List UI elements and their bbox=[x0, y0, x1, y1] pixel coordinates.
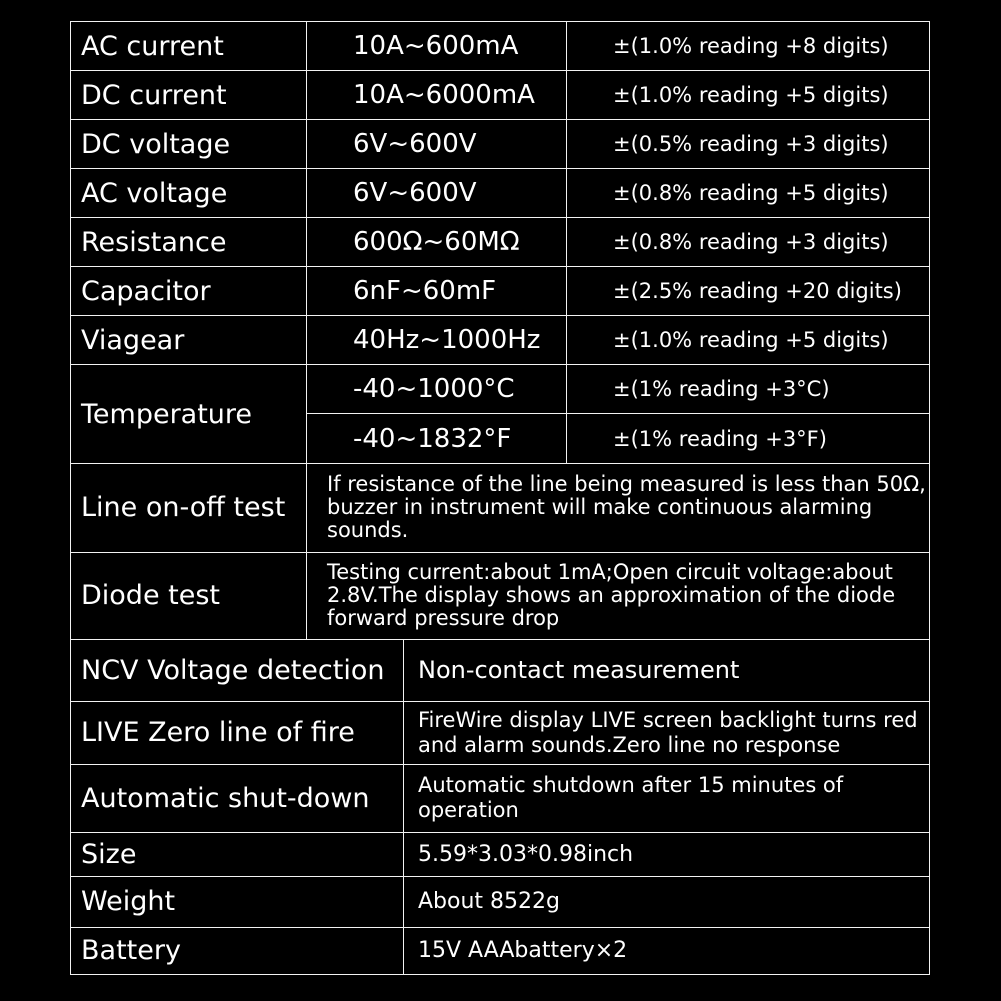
table-row bbox=[71, 120, 930, 169]
shutdown-label: Automatic shut-down bbox=[71, 764, 404, 832]
table-row bbox=[71, 764, 930, 832]
table-row bbox=[71, 71, 930, 120]
table-row bbox=[71, 316, 930, 365]
table-row bbox=[71, 701, 930, 764]
row-range: 6nF~60mF bbox=[307, 267, 567, 316]
row-label: AC current bbox=[71, 22, 307, 71]
line-test-description: If resistance of the line being measured is less than 50Ω, buzzer in instrument will make continuous alarming sounds. bbox=[307, 464, 930, 552]
diode-test-description: Testing current:about 1mA;Open circuit voltage:about 2.8V.The display shows an approximation of the diode forward pressure drop bbox=[307, 552, 930, 639]
row-accuracy: ±(1.0% reading +5 digits) bbox=[567, 316, 930, 365]
row-accuracy: ±(0.5% reading +3 digits) bbox=[567, 120, 930, 169]
row-range: 10A~6000mA bbox=[307, 71, 567, 120]
row-label: Viagear bbox=[71, 316, 307, 365]
line-test-label: Line on-off test bbox=[71, 464, 307, 552]
row-label: Capacitor bbox=[71, 267, 307, 316]
size-label: Size bbox=[71, 832, 404, 876]
table-row bbox=[71, 927, 930, 974]
weight-value: About 8522g bbox=[404, 876, 930, 927]
row-range: 6V~600V bbox=[307, 169, 567, 218]
row-accuracy: ±(1.0% reading +5 digits) bbox=[567, 71, 930, 120]
diode-test-label: Diode test bbox=[71, 552, 307, 639]
table-row bbox=[71, 552, 930, 639]
row-label: DC voltage bbox=[71, 120, 307, 169]
table-row bbox=[71, 464, 930, 552]
table-row bbox=[71, 639, 930, 701]
ncv-label: NCV Voltage detection bbox=[71, 639, 404, 701]
row-accuracy: ±(1.0% reading +8 digits) bbox=[567, 22, 930, 71]
table-row bbox=[71, 169, 930, 218]
row-accuracy: ±(0.8% reading +3 digits) bbox=[567, 218, 930, 267]
row-range: 6V~600V bbox=[307, 120, 567, 169]
battery-label: Battery bbox=[71, 927, 404, 974]
spec-table bbox=[70, 21, 930, 975]
table-row bbox=[71, 22, 930, 71]
table-row bbox=[71, 267, 930, 316]
row-range: 600Ω~60MΩ bbox=[307, 218, 567, 267]
celsius-range: -40~1000°C bbox=[307, 365, 567, 414]
weight-label: Weight bbox=[71, 876, 404, 927]
row-accuracy: ±(2.5% reading +20 digits) bbox=[567, 267, 930, 316]
table-row bbox=[71, 365, 930, 414]
row-range: 40Hz~1000Hz bbox=[307, 316, 567, 365]
live-value: FireWire display LIVE screen backlight turns red and alarm sounds.Zero line no response bbox=[404, 701, 930, 764]
row-range: 10A~600mA bbox=[307, 22, 567, 71]
table-row bbox=[71, 876, 930, 927]
battery-value: 15V AAAbattery×2 bbox=[404, 927, 930, 974]
table-row bbox=[71, 218, 930, 267]
table-row bbox=[71, 832, 930, 876]
row-label: DC current bbox=[71, 71, 307, 120]
temperature-label: Temperature bbox=[71, 365, 307, 464]
fahrenheit-accuracy: ±(1% reading +3°F) bbox=[567, 414, 930, 464]
row-accuracy: ±(0.8% reading +5 digits) bbox=[567, 169, 930, 218]
row-label: Resistance bbox=[71, 218, 307, 267]
size-value: 5.59*3.03*0.98inch bbox=[404, 832, 930, 876]
celsius-accuracy: ±(1% reading +3°C) bbox=[567, 365, 930, 414]
fahrenheit-range: -40~1832°F bbox=[307, 414, 567, 464]
row-label: AC voltage bbox=[71, 169, 307, 218]
live-label: LIVE Zero line of fire bbox=[71, 701, 404, 764]
ncv-value: Non-contact measurement bbox=[404, 639, 930, 701]
shutdown-value: Automatic shutdown after 15 minutes of operation bbox=[404, 764, 930, 832]
